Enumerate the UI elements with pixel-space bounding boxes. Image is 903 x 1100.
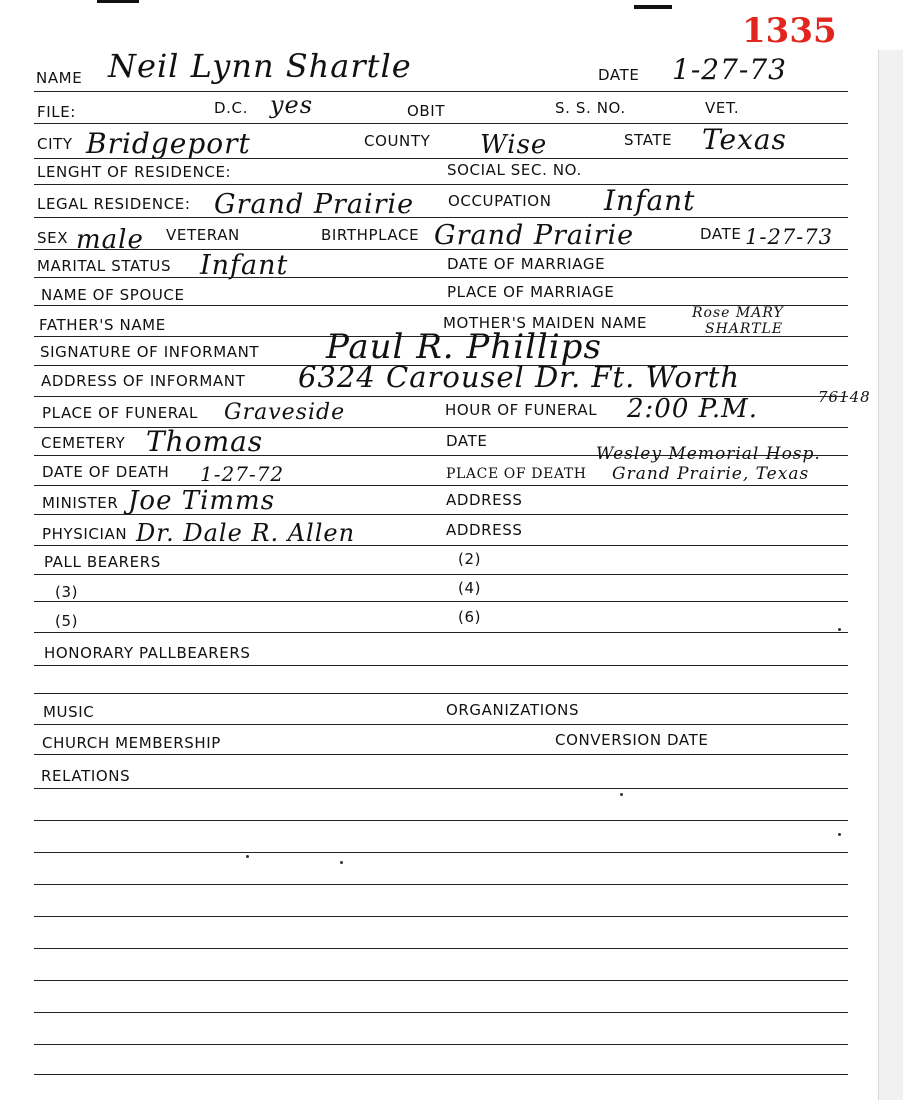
- name-label: NAME: [36, 69, 83, 87]
- speck: [838, 628, 841, 631]
- vet-label: VET.: [705, 99, 740, 117]
- fathers-name-label: FATHER'S NAME: [39, 316, 166, 334]
- physician-value: Dr. Dale R. Allen: [136, 519, 356, 547]
- date-of-death-value: 1-27-72: [200, 462, 285, 486]
- sex-value: male: [76, 225, 144, 255]
- occupation-label: OCCUPATION: [448, 192, 552, 210]
- form-line: [34, 788, 848, 789]
- length-of-residence-label: LENGHT OF RESIDENCE:: [37, 163, 232, 181]
- form-line: [34, 1044, 848, 1045]
- form-line: [34, 601, 848, 602]
- form-line: [34, 217, 848, 218]
- birthplace-label: BIRTHPLACE: [321, 226, 420, 244]
- place-of-death-label: PLACE OF DEATH: [446, 466, 587, 482]
- form-line: [34, 514, 848, 515]
- hour-of-funeral-value: 2:00 P.M.: [627, 394, 759, 424]
- form-line: [34, 158, 848, 159]
- form-line: [34, 277, 848, 278]
- ss-no-label: S. S. NO.: [555, 99, 626, 117]
- veteran-label: VETERAN: [166, 226, 240, 244]
- marital-status-value: Infant: [200, 250, 289, 281]
- record-number: 1335: [742, 11, 837, 51]
- scan-mark: [97, 0, 139, 3]
- form-line: [34, 574, 848, 575]
- relations-label: RELATIONS: [41, 767, 131, 785]
- obit-label: OBIT: [407, 102, 446, 120]
- speck: [620, 793, 623, 796]
- form-line: [34, 1074, 848, 1075]
- music-label: MUSIC: [43, 703, 95, 721]
- dc-label: D.C.: [214, 99, 248, 117]
- county-value: Wise: [480, 130, 548, 160]
- county-label: COUNTY: [364, 132, 431, 150]
- form-line: [34, 754, 848, 755]
- date-of-marriage-label: DATE OF MARRIAGE: [447, 255, 606, 273]
- pall-bearer-6-label: (6): [458, 608, 482, 626]
- pall-bearers-label: PALL BEARERS: [44, 553, 161, 571]
- legal-residence-label: LEGAL RESIDENCE:: [37, 195, 191, 213]
- honorary-pallbearers-label: HONORARY PALLBEARERS: [44, 644, 251, 662]
- file-label: FILE:: [37, 103, 76, 121]
- address-zip-value: 76148: [818, 388, 871, 406]
- form-line: [34, 1012, 848, 1013]
- name-of-spouse-label: NAME OF SPOUCE: [41, 286, 185, 304]
- address-of-informant-value: 6324 Carousel Dr. Ft. Worth: [298, 360, 741, 394]
- birthplace-value: Grand Prairie: [434, 220, 635, 251]
- birth-date-value: 1-27-73: [745, 225, 833, 249]
- date-value: 1-27-73: [672, 53, 787, 86]
- form-line: [34, 249, 848, 250]
- physician-address-label: ADDRESS: [446, 521, 523, 539]
- cemetery-value: Thomas: [146, 425, 264, 458]
- form-line: [34, 980, 848, 981]
- form-line: [34, 665, 848, 666]
- speck: [340, 861, 343, 864]
- hour-of-funeral-label: HOUR OF FUNERAL: [445, 401, 598, 419]
- page-edge: [878, 50, 903, 1100]
- form-line: [34, 820, 848, 821]
- marital-status-label: MARITAL STATUS: [37, 257, 172, 275]
- minister-address-label: ADDRESS: [446, 491, 523, 509]
- pall-bearer-2-label: (2): [458, 550, 482, 568]
- form-line: [34, 91, 848, 92]
- place-of-funeral-value: Graveside: [224, 400, 346, 425]
- form-line: [34, 724, 848, 725]
- mothers-maiden-name-value-last: SHARTLE: [705, 321, 784, 337]
- cemetery-label: CEMETERY: [41, 434, 126, 452]
- occupation-value: Infant: [604, 184, 696, 217]
- date-of-death-label: DATE OF DEATH: [42, 463, 170, 481]
- social-sec-no-label: SOCIAL SEC. NO.: [447, 161, 582, 179]
- city-label: CITY: [37, 135, 73, 153]
- pall-bearer-5-label: (5): [55, 612, 79, 630]
- address-of-informant-label: ADDRESS OF INFORMANT: [41, 372, 246, 390]
- state-label: STATE: [624, 131, 673, 149]
- sex-label: SEX: [37, 229, 69, 247]
- scan-mark: [634, 5, 672, 9]
- minister-label: MINISTER: [42, 494, 119, 512]
- conversion-date-label: CONVERSION DATE: [555, 731, 709, 749]
- organizations-label: ORGANIZATIONS: [446, 701, 580, 719]
- form-line: [34, 632, 848, 633]
- dc-value: yes: [270, 91, 314, 119]
- legal-residence-value: Grand Prairie: [214, 189, 415, 220]
- name-value: Neil Lynn Shartle: [108, 47, 412, 85]
- church-membership-label: CHURCH MEMBERSHIP: [42, 734, 221, 752]
- form-line: [34, 852, 848, 853]
- form-line: [34, 545, 848, 546]
- signature-of-informant-value: Paul R. Phillips: [326, 327, 602, 367]
- speck: [246, 855, 249, 858]
- physician-label: PHYSICIAN: [42, 525, 128, 543]
- place-of-death-value-line1: Wesley Memorial Hosp.: [596, 444, 821, 464]
- signature-of-informant-label: SIGNATURE OF INFORMANT: [40, 343, 260, 361]
- place-of-funeral-label: PLACE OF FUNERAL: [42, 404, 199, 422]
- speck: [838, 833, 841, 836]
- date-label: DATE: [598, 66, 640, 84]
- form-line: [34, 184, 848, 185]
- place-of-death-value-line2: Grand Prairie, Texas: [612, 464, 810, 484]
- form-line: [34, 884, 848, 885]
- cemetery-date-label: DATE: [446, 432, 488, 450]
- pall-bearer-4-label: (4): [458, 579, 482, 597]
- form-line: [34, 693, 848, 694]
- birth-date-label: DATE: [700, 225, 742, 243]
- form-line: [34, 916, 848, 917]
- mothers-maiden-name-value-first: Rose MARY: [692, 305, 784, 321]
- minister-value: Joe Timms: [128, 486, 276, 516]
- form-line: [34, 948, 848, 949]
- place-of-marriage-label: PLACE OF MARRIAGE: [447, 283, 615, 301]
- city-value: Bridgeport: [86, 127, 251, 160]
- mothers-maiden-name-label: MOTHER'S MAIDEN NAME: [443, 314, 648, 332]
- state-value: Texas: [702, 123, 787, 156]
- pall-bearer-3-label: (3): [55, 583, 79, 601]
